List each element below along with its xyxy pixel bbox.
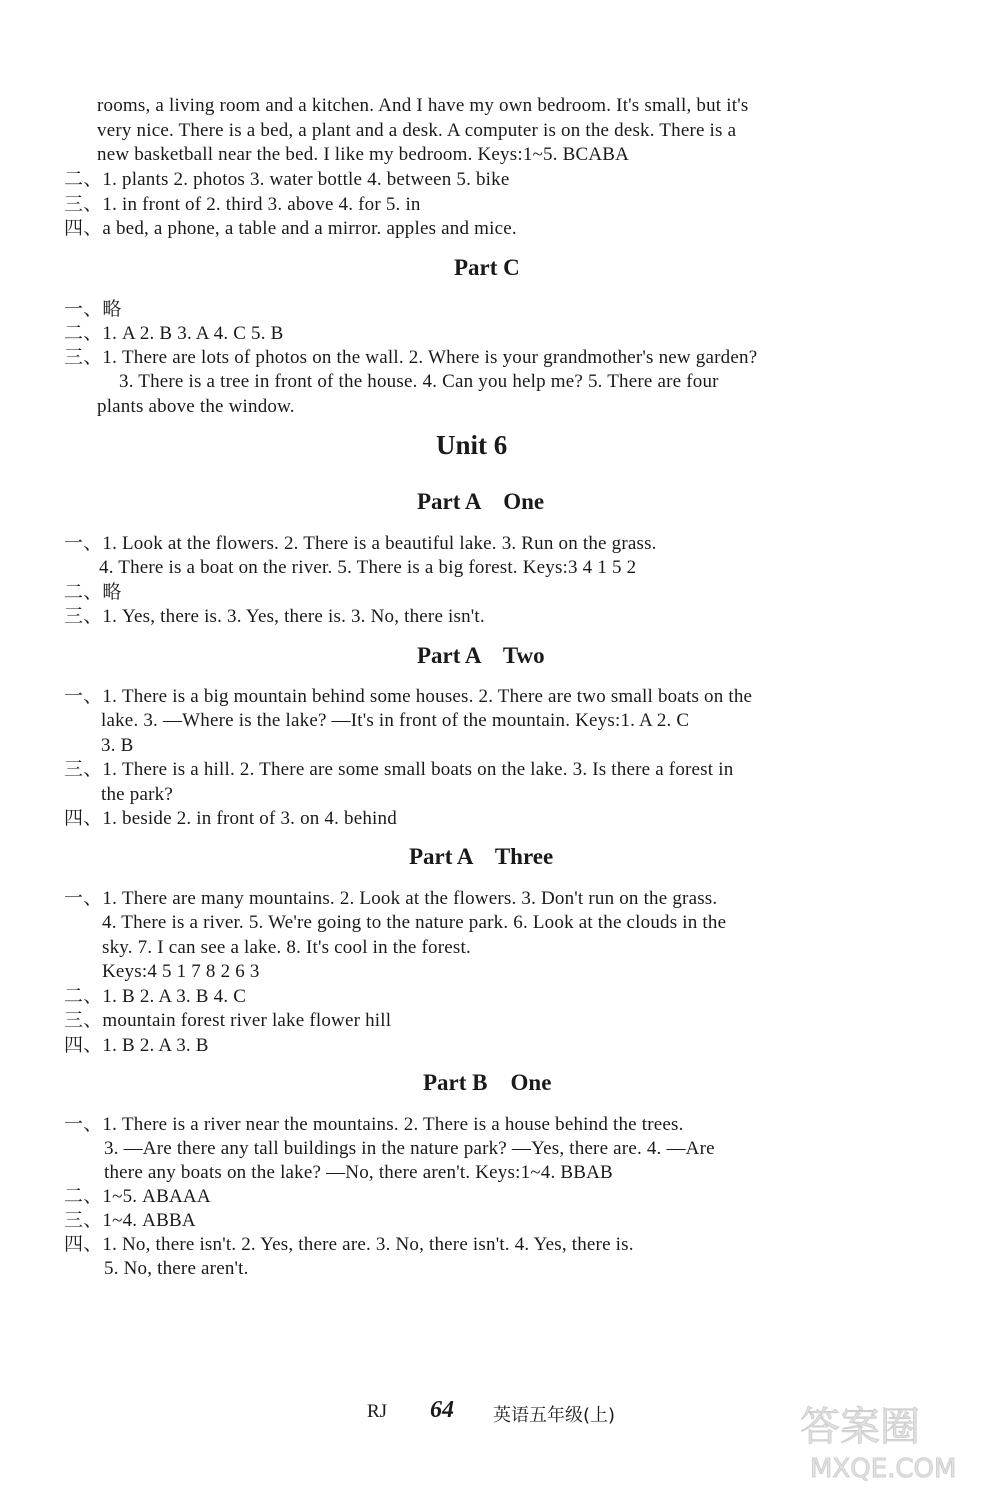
answer-line: 一、1. There is a big mountain behind some houses. 2. There are two small boats on the <box>64 686 753 707</box>
answer-line: plants above the window. <box>97 396 295 417</box>
answer-line: 一、1. Look at the flowers. 2. There is a beautiful lake. 3. Run on the grass. <box>64 533 657 554</box>
answer-line: 四、1. No, there isn't. 2. Yes, there are. 3. No, there isn't. 4. Yes, there is. <box>64 1234 634 1255</box>
answer-line: 4. There is a river. 5. We're going to the nature park. 6. Look at the clouds in the <box>102 912 727 933</box>
answer-line: 三、1~4. ABBA <box>64 1210 196 1231</box>
watermark-line2: MXQE.COM <box>810 1454 957 1484</box>
edition-code: RJ <box>367 1401 388 1422</box>
answer-line: 三、1. There is a hill. 2. There are some small boats on the lake. 3. Is there a forest in <box>64 759 734 780</box>
answer-line: 3. There is a tree in front of the house. 4. Can you help me? 5. There are four <box>119 371 719 392</box>
answer-line: 4. There is a boat on the river. 5. There is a big forest. Keys:3 4 1 5 2 <box>99 557 637 578</box>
part-heading: Part A One <box>417 489 545 514</box>
part-heading: Part A Three <box>409 844 554 869</box>
answer-line: 5. No, there aren't. <box>104 1258 249 1279</box>
answer-line: 3. —Are there any tall buildings in the nature park? —Yes, there are. 4. —Are <box>104 1138 715 1159</box>
answer-line: 二、1~5. ABAAA <box>64 1186 211 1207</box>
answer-line: 二、1. B 2. A 3. B 4. C <box>64 986 247 1007</box>
answer-line: rooms, a living room and a kitchen. And I have my own bedroom. It's small, but it's <box>97 95 749 116</box>
unit-heading: Unit 6 <box>436 430 508 460</box>
answer-line: 一、略 <box>64 299 122 320</box>
answer-line: new basketball near the bed. I like my bedroom. Keys:1~5. BCABA <box>97 144 630 165</box>
answer-line: 四、a bed, a phone, a table and a mirror. apples and mice. <box>64 218 517 239</box>
watermark-logo <box>790 1385 990 1485</box>
answer-line: 一、1. There is a river near the mountains. 2. There is a house behind the trees. <box>64 1114 684 1135</box>
answer-line: 3. B <box>101 735 134 756</box>
part-heading: Part A Two <box>417 643 545 668</box>
part-heading: Part C <box>454 255 520 280</box>
answer-line: 三、1. in front of 2. third 3. above 4. for 5. in <box>64 194 421 215</box>
answer-line: 四、1. B 2. A 3. B <box>64 1035 209 1056</box>
answer-line: 三、1. Yes, there is. 3. Yes, there is. 3. No, there isn't. <box>64 606 485 627</box>
answer-line: there any boats on the lake? —No, there aren't. Keys:1~4. BBAB <box>104 1162 613 1183</box>
answer-line: very nice. There is a bed, a plant and a desk. A computer is on the desk. There is a <box>97 120 737 141</box>
part-heading: Part B One <box>423 1070 552 1095</box>
subject-label: 英语五年级(上) <box>493 1405 616 1426</box>
page-number: 64 <box>430 1397 454 1423</box>
answer-line: 二、1. plants 2. photos 3. water bottle 4. between 5. bike <box>64 169 510 190</box>
answer-line: lake. 3. —Where is the lake? —It's in front of the mountain. Keys:1. A 2. C <box>101 710 690 731</box>
answer-line: the park? <box>101 784 173 805</box>
answer-line: 一、1. There are many mountains. 2. Look at the flowers. 3. Don't run on the grass. <box>64 888 718 909</box>
answer-line: Keys:4 5 1 7 8 2 6 3 <box>102 961 260 982</box>
answer-line: 三、mountain forest river lake flower hill <box>64 1010 392 1031</box>
answer-line: 二、略 <box>64 582 122 603</box>
answer-line: 二、1. A 2. B 3. A 4. C 5. B <box>64 323 284 344</box>
answer-line: 三、1. There are lots of photos on the wall. 2. Where is your grandmother's new garden? <box>64 347 758 368</box>
answer-line: sky. 7. I can see a lake. 8. It's cool in the forest. <box>102 937 471 958</box>
answer-line: 四、1. beside 2. in front of 3. on 4. behind <box>64 808 397 829</box>
watermark-line1: 答案圈 <box>800 1404 920 1450</box>
